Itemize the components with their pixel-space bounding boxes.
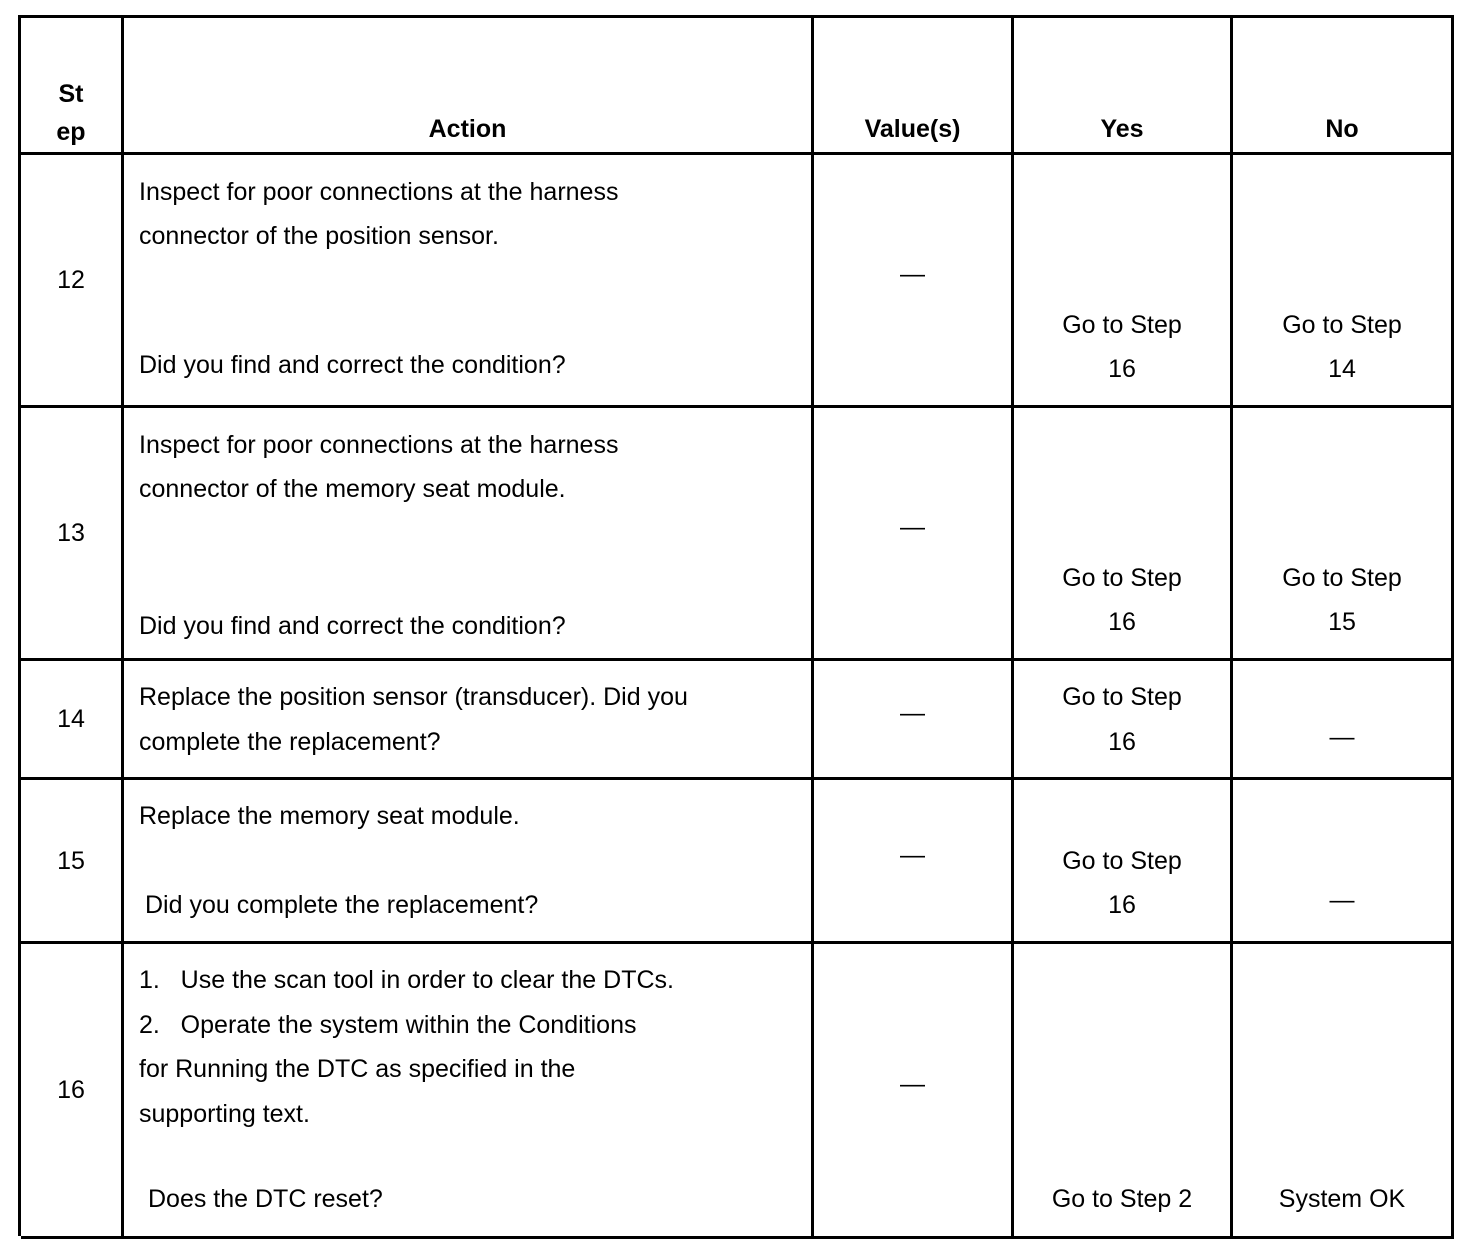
header-yes: Yes <box>1100 115 1144 143</box>
action-cell <box>124 155 814 405</box>
value-cell <box>814 155 1014 405</box>
action-cell <box>124 780 814 941</box>
header-no: No <box>1325 115 1359 143</box>
no-line: System OK <box>1278 1185 1406 1213</box>
action-question: Did you find and correct the condition? <box>139 351 566 379</box>
step-cell <box>21 661 124 777</box>
table-header-row <box>21 18 1454 155</box>
no-line: Go to Step <box>1282 311 1402 339</box>
no-cell <box>1233 155 1454 405</box>
no-cell <box>1233 780 1454 941</box>
yes-line: Go to Step <box>1062 847 1182 875</box>
yes-cell <box>1014 408 1233 658</box>
no-cell <box>1233 661 1454 777</box>
action-line: connector of the position sensor. <box>139 222 499 250</box>
yes-line: 16 <box>1108 608 1136 636</box>
yes-cell <box>1014 944 1233 1236</box>
no-line: 15 <box>1328 608 1356 636</box>
action-line: Replace the memory seat module. <box>139 802 520 830</box>
header-action: Action <box>428 115 507 143</box>
yes-cell <box>1014 661 1233 777</box>
action-line: connector of the memory seat module. <box>139 475 566 503</box>
table-row <box>21 661 1454 780</box>
header-values: Value(s) <box>864 115 961 143</box>
header-step-line2: ep <box>56 118 86 146</box>
diagnostic-table <box>18 15 1454 1236</box>
header-yes-cell <box>1014 18 1233 152</box>
value-cell <box>814 780 1014 941</box>
step-cell <box>21 944 124 1236</box>
table-row <box>21 155 1454 408</box>
value-dash: — <box>900 841 925 869</box>
action-question: Did you complete the replacement? <box>145 891 539 919</box>
value-dash: — <box>900 260 925 288</box>
step-cell <box>21 155 124 405</box>
table-row <box>21 780 1454 944</box>
no-dash: — <box>1329 886 1355 914</box>
header-action-cell <box>124 18 814 152</box>
yes-line: Go to Step <box>1062 311 1182 339</box>
header-step-line1: St <box>58 80 84 108</box>
action-question: Does the DTC reset? <box>148 1185 383 1213</box>
action-line: 2. Operate the system within the Conditions <box>139 1011 637 1039</box>
yes-line: 16 <box>1108 891 1136 919</box>
step-cell <box>21 780 124 941</box>
no-line: 14 <box>1328 355 1356 383</box>
yes-cell <box>1014 155 1233 405</box>
value-cell <box>814 408 1014 658</box>
step-number: 16 <box>57 1076 85 1104</box>
yes-line: 16 <box>1108 355 1136 383</box>
step-number: 13 <box>57 519 85 547</box>
no-cell <box>1233 944 1454 1236</box>
yes-cell <box>1014 780 1233 941</box>
step-cell <box>21 408 124 658</box>
value-dash: — <box>900 1070 925 1098</box>
yes-line: Go to Step 2 <box>1051 1185 1193 1213</box>
value-dash: — <box>900 699 925 727</box>
action-cell <box>124 661 814 777</box>
action-line: Replace the position sensor (transducer). Did you <box>139 683 688 711</box>
value-cell <box>814 661 1014 777</box>
header-step-cell <box>21 18 124 152</box>
step-number: 15 <box>57 847 85 875</box>
yes-line: Go to Step <box>1062 564 1182 592</box>
table-row <box>21 408 1454 661</box>
value-cell <box>814 944 1014 1236</box>
action-line: supporting text. <box>139 1100 310 1128</box>
action-cell <box>124 944 814 1236</box>
step-number: 12 <box>57 266 85 294</box>
no-dash: — <box>1329 723 1355 751</box>
header-values-cell <box>814 18 1014 152</box>
value-dash: — <box>900 513 925 541</box>
action-line: 1. Use the scan tool in order to clear the DTCs. <box>139 966 674 994</box>
action-question: Did you find and correct the condition? <box>139 612 566 640</box>
action-line: Inspect for poor connections at the harness <box>139 431 619 459</box>
step-number: 14 <box>57 705 85 733</box>
yes-line: Go to Step <box>1062 683 1182 711</box>
action-line: for Running the DTC as specified in the <box>139 1055 576 1083</box>
table-row <box>21 944 1454 1239</box>
no-cell <box>1233 408 1454 658</box>
action-cell <box>124 408 814 658</box>
header-no-cell <box>1233 18 1454 152</box>
action-line: Inspect for poor connections at the harness <box>139 178 619 206</box>
action-line: complete the replacement? <box>139 728 441 756</box>
no-line: Go to Step <box>1282 564 1402 592</box>
yes-line: 16 <box>1108 728 1136 756</box>
